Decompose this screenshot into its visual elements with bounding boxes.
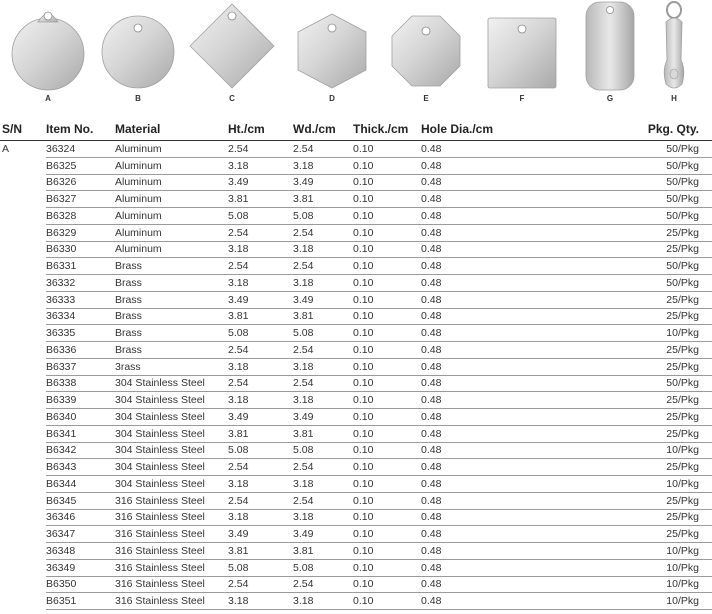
cell-sn bbox=[0, 409, 46, 426]
table-row bbox=[0, 342, 712, 359]
key-tag-with-ring-icon bbox=[654, 0, 694, 108]
table-body bbox=[0, 141, 712, 610]
cell-height: 5.08 bbox=[228, 325, 293, 342]
table-row bbox=[0, 492, 712, 509]
cell-sn bbox=[0, 476, 46, 493]
octagon-tag-icon bbox=[386, 4, 466, 108]
cell-height: 5.08 bbox=[228, 208, 293, 225]
cell-item-no: 36335 bbox=[46, 325, 115, 342]
cell-thickness: 0.10 bbox=[353, 224, 421, 241]
hexagon-tag-icon bbox=[292, 4, 372, 108]
table-row bbox=[0, 375, 712, 392]
cell-height: 5.08 bbox=[228, 442, 293, 459]
cell-hole-diameter: 0.48 bbox=[421, 476, 587, 493]
table-row bbox=[0, 442, 712, 459]
cell-pkg-qty: 25/Pkg bbox=[587, 224, 712, 241]
cell-material: 304 Stainless Steel bbox=[115, 425, 228, 442]
cell-material: Aluminum bbox=[115, 241, 228, 258]
cell-sn bbox=[0, 526, 46, 543]
cell-pkg-qty: 50/Pkg bbox=[587, 141, 712, 158]
cell-thickness: 0.10 bbox=[353, 526, 421, 543]
cell-sn bbox=[0, 191, 46, 208]
cell-pkg-qty: 25/Pkg bbox=[587, 526, 712, 543]
cell-thickness: 0.10 bbox=[353, 191, 421, 208]
header-pkg-qty: Pkg. Qty. bbox=[587, 118, 712, 141]
cell-thickness: 0.10 bbox=[353, 358, 421, 375]
header-height: Ht./cm bbox=[228, 118, 293, 141]
cell-pkg-qty: 25/Pkg bbox=[587, 392, 712, 409]
table-row bbox=[0, 224, 712, 241]
cell-item-no: B6344 bbox=[46, 476, 115, 493]
table-row bbox=[0, 291, 712, 308]
table-header-row bbox=[0, 118, 712, 141]
cell-sn bbox=[0, 358, 46, 375]
cell-sn: A bbox=[2, 143, 10, 156]
cell-width: 3.49 bbox=[293, 291, 353, 308]
cell-height: 3.18 bbox=[228, 241, 293, 258]
cell-sn bbox=[0, 174, 46, 191]
cell-sn bbox=[0, 559, 46, 576]
tag-letter: E bbox=[423, 94, 429, 103]
cell-hole-diameter: 0.48 bbox=[421, 308, 587, 325]
cell-material: Brass bbox=[115, 308, 228, 325]
cell-hole-diameter: 0.48 bbox=[421, 425, 587, 442]
tag-illustrations bbox=[0, 0, 712, 112]
cell-pkg-qty: 10/Pkg bbox=[587, 576, 712, 593]
cell-thickness: 0.10 bbox=[353, 476, 421, 493]
cell-width: 5.08 bbox=[293, 325, 353, 342]
cell-item-no: B6330 bbox=[46, 241, 115, 258]
cell-width: 2.54 bbox=[293, 375, 353, 392]
cell-hole-diameter: 0.48 bbox=[421, 576, 587, 593]
table-row bbox=[0, 576, 712, 593]
cell-material: Aluminum bbox=[115, 174, 228, 191]
cell-hole-diameter: 0.48 bbox=[421, 509, 587, 526]
cell-item-no: B6325 bbox=[46, 157, 115, 174]
cell-height: 3.49 bbox=[228, 291, 293, 308]
table-row bbox=[0, 157, 712, 174]
cell-material: Aluminum bbox=[115, 224, 228, 241]
square-tag-icon bbox=[482, 4, 562, 108]
cell-thickness: 0.10 bbox=[353, 325, 421, 342]
cell-thickness: 0.10 bbox=[353, 409, 421, 426]
cell-hole-diameter: 0.48 bbox=[421, 392, 587, 409]
cell-width: 5.08 bbox=[293, 208, 353, 225]
dog-tag-icon bbox=[580, 0, 640, 108]
cell-width: 2.54 bbox=[293, 576, 353, 593]
cell-hole-diameter: 0.48 bbox=[421, 208, 587, 225]
cell-width: 3.18 bbox=[293, 358, 353, 375]
cell-item-no: 36324 bbox=[46, 141, 115, 158]
cell-height: 2.54 bbox=[228, 224, 293, 241]
cell-hole-diameter: 0.48 bbox=[421, 358, 587, 375]
cell-material: Aluminum bbox=[115, 141, 228, 158]
cell-pkg-qty: 25/Pkg bbox=[587, 241, 712, 258]
cell-hole-diameter: 0.48 bbox=[421, 442, 587, 459]
cell-width: 3.18 bbox=[293, 476, 353, 493]
cell-item-no: 36346 bbox=[46, 509, 115, 526]
cell-width: 3.18 bbox=[293, 157, 353, 174]
cell-height: 3.49 bbox=[228, 409, 293, 426]
cell-sn bbox=[0, 392, 46, 409]
table-row bbox=[0, 275, 712, 292]
cell-item-no: 36347 bbox=[46, 526, 115, 543]
cell-item-no: B6326 bbox=[46, 174, 115, 191]
cell-material: Aluminum bbox=[115, 208, 228, 225]
cell-material: 304 Stainless Steel bbox=[115, 375, 228, 392]
cell-thickness: 0.10 bbox=[353, 459, 421, 476]
cell-width: 3.18 bbox=[293, 509, 353, 526]
cell-thickness: 0.10 bbox=[353, 174, 421, 191]
cell-sn bbox=[0, 258, 46, 275]
cell-hole-diameter: 0.48 bbox=[421, 526, 587, 543]
cell-width: 5.08 bbox=[293, 559, 353, 576]
cell-width: 2.54 bbox=[293, 459, 353, 476]
cell-material: 316 Stainless Steel bbox=[115, 593, 228, 610]
tag-letter: C bbox=[229, 94, 235, 103]
table-row bbox=[0, 325, 712, 342]
cell-height: 3.18 bbox=[228, 358, 293, 375]
cell-pkg-qty: 10/Pkg bbox=[587, 325, 712, 342]
tag-letter: H bbox=[671, 94, 677, 103]
cell-sn bbox=[0, 509, 46, 526]
cell-thickness: 0.10 bbox=[353, 442, 421, 459]
table-row bbox=[0, 593, 712, 610]
header-item-no: Item No. bbox=[46, 118, 115, 141]
table-row bbox=[0, 241, 712, 258]
cell-width: 3.81 bbox=[293, 308, 353, 325]
cell-thickness: 0.10 bbox=[353, 308, 421, 325]
cell-hole-diameter: 0.48 bbox=[421, 241, 587, 258]
table-row bbox=[0, 392, 712, 409]
table-row bbox=[0, 559, 712, 576]
cell-hole-diameter: 0.48 bbox=[421, 409, 587, 426]
cell-hole-diameter: 0.48 bbox=[421, 224, 587, 241]
cell-width: 3.49 bbox=[293, 174, 353, 191]
cell-sn bbox=[0, 325, 46, 342]
cell-item-no: 36333 bbox=[46, 291, 115, 308]
tag-letter: G bbox=[606, 94, 614, 103]
cell-height: 3.18 bbox=[228, 593, 293, 610]
header-thickness: Thick./cm bbox=[353, 118, 421, 141]
tag-letter: B bbox=[135, 94, 141, 103]
cell-width: 5.08 bbox=[293, 442, 353, 459]
cell-hole-diameter: 0.48 bbox=[421, 141, 587, 158]
cell-width: 2.54 bbox=[293, 342, 353, 359]
cell-material: 304 Stainless Steel bbox=[115, 409, 228, 426]
round-tag-icon bbox=[98, 4, 178, 108]
cell-item-no: B6338 bbox=[46, 375, 115, 392]
cell-sn bbox=[0, 425, 46, 442]
cell-pkg-qty: 50/Pkg bbox=[587, 174, 712, 191]
cell-material: 304 Stainless Steel bbox=[115, 459, 228, 476]
cell-pkg-qty: 50/Pkg bbox=[587, 157, 712, 174]
cell-sn bbox=[0, 224, 46, 241]
table-row bbox=[0, 476, 712, 493]
cell-material: 316 Stainless Steel bbox=[115, 492, 228, 509]
cell-pkg-qty: 10/Pkg bbox=[587, 442, 712, 459]
cell-material: Brass bbox=[115, 325, 228, 342]
cell-thickness: 0.10 bbox=[353, 141, 421, 158]
cell-hole-diameter: 0.48 bbox=[421, 593, 587, 610]
cell-pkg-qty: 25/Pkg bbox=[587, 358, 712, 375]
cell-width: 2.54 bbox=[293, 141, 353, 158]
cell-item-no: B6336 bbox=[46, 342, 115, 359]
cell-hole-diameter: 0.48 bbox=[421, 258, 587, 275]
header-material: Material bbox=[115, 118, 228, 141]
cell-thickness: 0.10 bbox=[353, 241, 421, 258]
cell-pkg-qty: 25/Pkg bbox=[587, 459, 712, 476]
cell-height: 3.18 bbox=[228, 392, 293, 409]
table-row bbox=[0, 191, 712, 208]
cell-hole-diameter: 0.48 bbox=[421, 492, 587, 509]
tag-letter: A bbox=[45, 94, 51, 103]
cell-pkg-qty: 50/Pkg bbox=[587, 258, 712, 275]
tag-spec-table bbox=[0, 118, 712, 610]
cell-sn bbox=[0, 576, 46, 593]
cell-width: 3.81 bbox=[293, 425, 353, 442]
table-row bbox=[0, 208, 712, 225]
cell-sn bbox=[0, 593, 46, 610]
cell-item-no: B6343 bbox=[46, 459, 115, 476]
cell-height: 3.49 bbox=[228, 174, 293, 191]
cell-item-no: 36332 bbox=[46, 275, 115, 292]
cell-width: 3.18 bbox=[293, 275, 353, 292]
cell-thickness: 0.10 bbox=[353, 425, 421, 442]
cell-material: 316 Stainless Steel bbox=[115, 559, 228, 576]
cell-hole-diameter: 0.48 bbox=[421, 543, 587, 560]
cell-hole-diameter: 0.48 bbox=[421, 291, 587, 308]
cell-thickness: 0.10 bbox=[353, 157, 421, 174]
cell-width: 3.49 bbox=[293, 526, 353, 543]
table-row bbox=[0, 308, 712, 325]
cell-item-no: B6327 bbox=[46, 191, 115, 208]
cell-sn bbox=[0, 442, 46, 459]
cell-item-no: B6342 bbox=[46, 442, 115, 459]
cell-pkg-qty: 10/Pkg bbox=[587, 559, 712, 576]
header-width: Wd./cm bbox=[293, 118, 353, 141]
cell-width: 2.54 bbox=[293, 258, 353, 275]
cell-height: 3.18 bbox=[228, 275, 293, 292]
cell-height: 2.54 bbox=[228, 258, 293, 275]
cell-width: 3.81 bbox=[293, 191, 353, 208]
cell-material: Brass bbox=[115, 258, 228, 275]
cell-sn bbox=[0, 459, 46, 476]
cell-item-no: B6331 bbox=[46, 258, 115, 275]
cell-hole-diameter: 0.48 bbox=[421, 559, 587, 576]
cell-sn bbox=[0, 275, 46, 292]
table-row bbox=[0, 174, 712, 191]
diamond-tag-icon bbox=[186, 2, 278, 108]
cell-pkg-qty: 10/Pkg bbox=[587, 476, 712, 493]
cell-item-no: B6345 bbox=[46, 492, 115, 509]
cell-item-no: B6337 bbox=[46, 358, 115, 375]
header-hole-diameter: Hole Dia./cm bbox=[421, 118, 587, 141]
cell-sn bbox=[0, 375, 46, 392]
cell-height: 3.18 bbox=[228, 157, 293, 174]
cell-height: 3.18 bbox=[228, 476, 293, 493]
cell-width: 3.18 bbox=[293, 392, 353, 409]
cell-pkg-qty: 25/Pkg bbox=[587, 409, 712, 426]
cell-pkg-qty: 50/Pkg bbox=[587, 375, 712, 392]
cell-material: Aluminum bbox=[115, 157, 228, 174]
cell-sn bbox=[0, 208, 46, 225]
cell-height: 2.54 bbox=[228, 576, 293, 593]
cell-item-no: B6328 bbox=[46, 208, 115, 225]
cell-hole-diameter: 0.48 bbox=[421, 275, 587, 292]
cell-pkg-qty: 50/Pkg bbox=[587, 208, 712, 225]
cell-item-no: B6341 bbox=[46, 425, 115, 442]
cell-thickness: 0.10 bbox=[353, 375, 421, 392]
table-row bbox=[0, 425, 712, 442]
cell-pkg-qty: 25/Pkg bbox=[587, 509, 712, 526]
cell-item-no: 36349 bbox=[46, 559, 115, 576]
cell-height: 3.18 bbox=[228, 509, 293, 526]
cell-height: 2.54 bbox=[228, 141, 293, 158]
cell-item-no: B6351 bbox=[46, 593, 115, 610]
cell-height: 5.08 bbox=[228, 559, 293, 576]
cell-pkg-qty: 50/Pkg bbox=[587, 191, 712, 208]
cell-pkg-qty: 25/Pkg bbox=[587, 291, 712, 308]
tag-letter: F bbox=[519, 94, 525, 103]
cell-hole-diameter: 0.48 bbox=[421, 375, 587, 392]
cell-material: 316 Stainless Steel bbox=[115, 526, 228, 543]
cell-material: Brass bbox=[115, 291, 228, 308]
cell-height: 3.49 bbox=[228, 526, 293, 543]
cell-height: 2.54 bbox=[228, 342, 293, 359]
cell-height: 3.81 bbox=[228, 543, 293, 560]
cell-height: 2.54 bbox=[228, 375, 293, 392]
cell-material: 304 Stainless Steel bbox=[115, 392, 228, 409]
cell-hole-diameter: 0.48 bbox=[421, 342, 587, 359]
cell-pkg-qty: 25/Pkg bbox=[587, 308, 712, 325]
cell-sn bbox=[0, 241, 46, 258]
cell-sn bbox=[0, 308, 46, 325]
cell-sn bbox=[0, 342, 46, 359]
cell-sn bbox=[0, 157, 46, 174]
cell-thickness: 0.10 bbox=[353, 291, 421, 308]
cell-thickness: 0.10 bbox=[353, 342, 421, 359]
cell-hole-diameter: 0.48 bbox=[421, 325, 587, 342]
cell-thickness: 0.10 bbox=[353, 543, 421, 560]
cell-width: 3.81 bbox=[293, 543, 353, 560]
cell-thickness: 0.10 bbox=[353, 576, 421, 593]
cell-item-no: B6339 bbox=[46, 392, 115, 409]
cell-sn bbox=[0, 543, 46, 560]
cell-item-no: 36348 bbox=[46, 543, 115, 560]
cell-width: 3.18 bbox=[293, 241, 353, 258]
cell-thickness: 0.10 bbox=[353, 208, 421, 225]
table-row bbox=[0, 141, 712, 158]
cell-width: 3.49 bbox=[293, 409, 353, 426]
table-row bbox=[0, 459, 712, 476]
round-tag-with-eyelet-icon bbox=[8, 4, 88, 108]
header-sn: S/N bbox=[0, 118, 46, 141]
cell-material: 304 Stainless Steel bbox=[115, 476, 228, 493]
table-row bbox=[0, 258, 712, 275]
cell-width: 2.54 bbox=[293, 492, 353, 509]
cell-height: 2.54 bbox=[228, 492, 293, 509]
cell-material: 316 Stainless Steel bbox=[115, 543, 228, 560]
cell-sn bbox=[0, 492, 46, 509]
cell-pkg-qty: 25/Pkg bbox=[587, 342, 712, 359]
cell-thickness: 0.10 bbox=[353, 275, 421, 292]
cell-height: 3.81 bbox=[228, 425, 293, 442]
table-row bbox=[0, 543, 712, 560]
cell-thickness: 0.10 bbox=[353, 593, 421, 610]
table-row bbox=[0, 358, 712, 375]
cell-pkg-qty: 50/Pkg bbox=[587, 275, 712, 292]
cell-hole-diameter: 0.48 bbox=[421, 157, 587, 174]
table-row bbox=[0, 409, 712, 426]
cell-height: 2.54 bbox=[228, 459, 293, 476]
cell-material: 3rass bbox=[115, 358, 228, 375]
cell-hole-diameter: 0.48 bbox=[421, 459, 587, 476]
cell-thickness: 0.10 bbox=[353, 509, 421, 526]
table-row bbox=[0, 509, 712, 526]
cell-material: 316 Stainless Steel bbox=[115, 509, 228, 526]
cell-thickness: 0.10 bbox=[353, 258, 421, 275]
table-row bbox=[0, 526, 712, 543]
cell-item-no: B6329 bbox=[46, 224, 115, 241]
cell-pkg-qty: 10/Pkg bbox=[587, 543, 712, 560]
cell-height: 3.81 bbox=[228, 308, 293, 325]
cell-thickness: 0.10 bbox=[353, 392, 421, 409]
cell-item-no: B6350 bbox=[46, 576, 115, 593]
cell-item-no: 36334 bbox=[46, 308, 115, 325]
cell-material: Brass bbox=[115, 275, 228, 292]
cell-sn bbox=[0, 291, 46, 308]
cell-pkg-qty: 25/Pkg bbox=[587, 492, 712, 509]
cell-hole-diameter: 0.48 bbox=[421, 191, 587, 208]
cell-item-no: B6340 bbox=[46, 409, 115, 426]
cell-material: 316 Stainless Steel bbox=[115, 576, 228, 593]
cell-thickness: 0.10 bbox=[353, 559, 421, 576]
cell-material: Aluminum bbox=[115, 191, 228, 208]
cell-material: Brass bbox=[115, 342, 228, 359]
cell-pkg-qty: 25/Pkg bbox=[587, 425, 712, 442]
cell-width: 3.18 bbox=[293, 593, 353, 610]
cell-width: 2.54 bbox=[293, 224, 353, 241]
cell-height: 3.81 bbox=[228, 191, 293, 208]
cell-material: 304 Stainless Steel bbox=[115, 442, 228, 459]
cell-thickness: 0.10 bbox=[353, 492, 421, 509]
tag-letter: D bbox=[329, 94, 335, 103]
cell-pkg-qty: 10/Pkg bbox=[587, 593, 712, 610]
cell-hole-diameter: 0.48 bbox=[421, 174, 587, 191]
